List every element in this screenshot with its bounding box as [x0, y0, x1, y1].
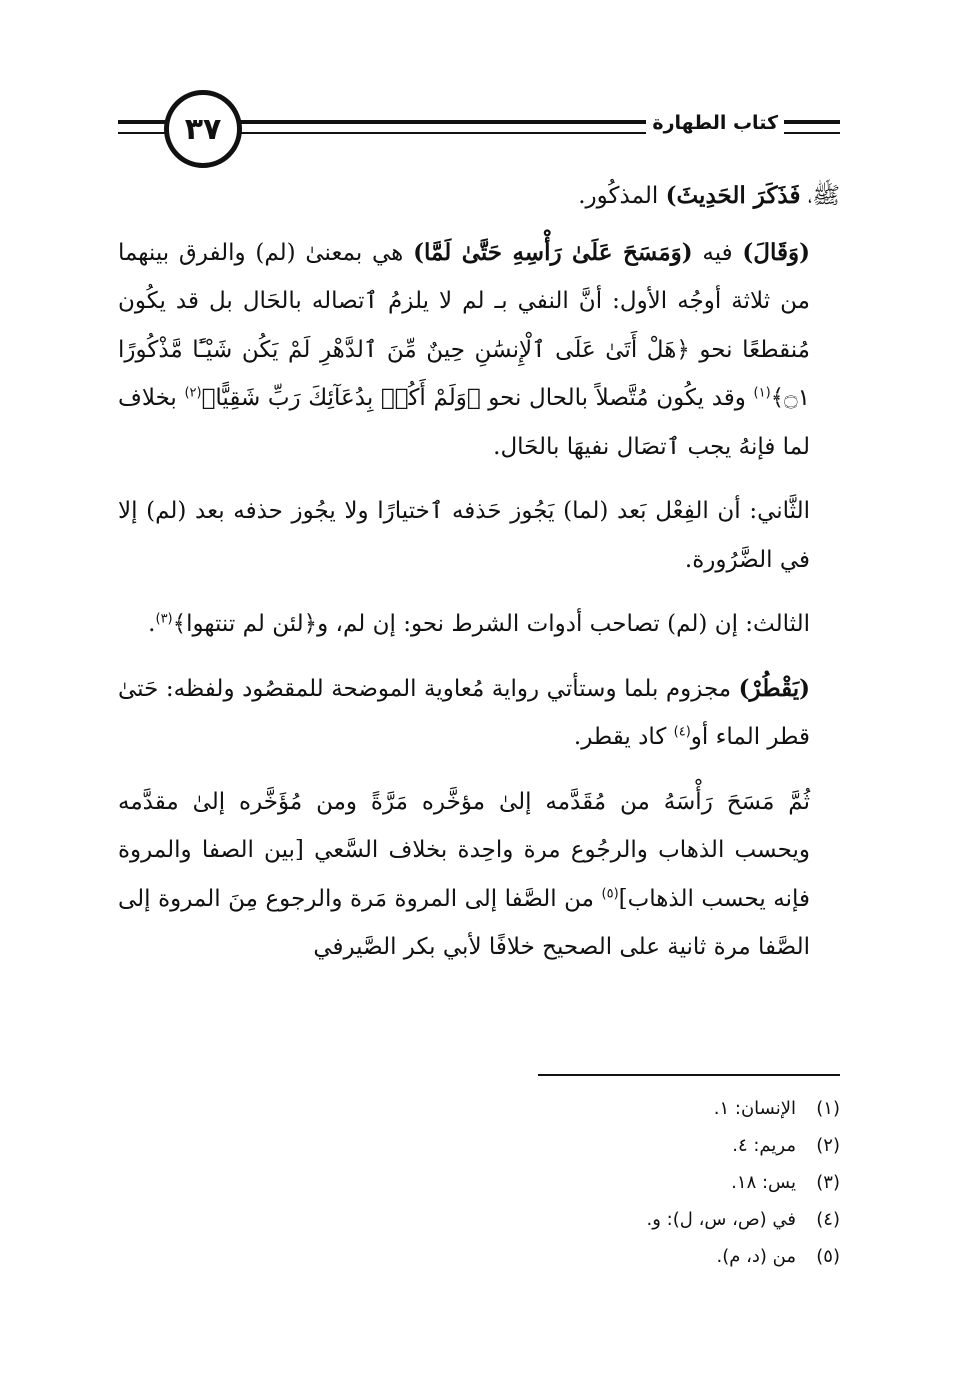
- footnote-ref-5[interactable]: (٥): [601, 885, 619, 901]
- footnote-ref-4[interactable]: (٤): [673, 724, 691, 740]
- footnote-number: (٥): [816, 1246, 840, 1267]
- paragraph-2: [118, 229, 840, 472]
- paragraph-4-text: الثالث: إن (لم) تصاحب أدوات الشرط نحو: إن لم، و: [317, 611, 810, 637]
- footnote-item: [400, 1164, 840, 1201]
- paragraph-3: الثَّاني: أن الفِعْل بَعد (لما) يَجُوز حَذفه ٱختيارًا ولا يجُوز حذفه بعد (لم) إلا في الضَّرُورة.: [118, 498, 810, 573]
- paragraph-6: [118, 778, 840, 972]
- header-rule-left-thin: [118, 132, 166, 134]
- quran-verse: ﴿هَلْ أَتَىٰ عَلَى ٱلْإِنسَٰنِ حِينٌ مِّنَ ٱلدَّهْرِ لَمْ يَكُن شَيْـًٔا مَّذْكُورًا ۝١﴾: [118, 336, 810, 411]
- footnote-text: يس: ١٨.: [731, 1172, 796, 1193]
- paragraph-2-text-b: هي بمعنىٰ (لم) والفرق بينهما من ثلاثة أوجُه الأول: أنَّ النفي بـ لم لا يلزمُ ٱتصاله بالحَال بل قد يكُون مُنقطعًا نحو: [118, 239, 811, 363]
- paragraph-4-end: .: [148, 611, 156, 637]
- paragraph-5-text-a: مجزوم بلما وستأتي رواية مُعاوية الموضحة للمقصُود ولفظه: حَتىٰ قطر الماء أو: [118, 675, 810, 750]
- footnote-item: [400, 1238, 840, 1275]
- lead-word: (وَقَالَ): [742, 238, 811, 266]
- running-title: كتاب الطهارة: [646, 112, 784, 134]
- header-rule-left-thick: [118, 120, 166, 124]
- paragraph-2-text-a: فيه: [702, 239, 733, 266]
- footnote-item: [400, 1090, 840, 1127]
- footnote-item: [400, 1127, 840, 1164]
- page-header: [118, 88, 840, 172]
- footnotes: [400, 1090, 840, 1275]
- footnote-text: في (ص، س، ل): و.: [646, 1209, 796, 1230]
- paragraph-2-text-c: وقد يكُون مُتَّصلاً بالحال نحو: [488, 385, 746, 411]
- footnote-number: (١): [816, 1098, 840, 1119]
- quran-verse: ﴿لئن لم تنتهوا﴾: [172, 611, 318, 637]
- footnote-number: (٣): [816, 1172, 840, 1193]
- footnote-ref-2[interactable]: (٢): [184, 385, 202, 401]
- footnote-text: الإنسان: ١.: [713, 1098, 796, 1119]
- footnote-number: (٢): [816, 1135, 840, 1156]
- paragraph-1-text: المذكُور.: [578, 183, 659, 209]
- paragraph-2-text-d: بخلاف لما فإنهُ يجب ٱتصَال نفيهَا بالحَال.: [118, 385, 810, 460]
- footnote-item: [400, 1201, 840, 1238]
- paragraph-6-text-a: ثُمَّ مَسَحَ رَأْسَهُ من مُقَدَّمه إلىٰ مؤخَّره مَرَّةً ومن مُؤَخَّره إلىٰ مقدَّمه ويحسب الذهاب والرجُوع مرة واحِدة بخلاف السَّعي [بين الصفا والمروة فإنه يحسب الذهاب]: [118, 788, 810, 912]
- honorific-glyph: ﷺ،: [807, 183, 840, 209]
- lead-word: (يَقْطُرْ): [738, 674, 811, 702]
- footnote-text: مريم: ٤.: [732, 1135, 796, 1156]
- paragraph-6-text-b: من الصَّفا إلى المروة مَرة والرجوع مِنَ المروة إلى الصَّفا مرة ثانية على الصحيح خلافًا لأبي بكر الصَّيرفي: [118, 885, 810, 960]
- footnote-number: (٤): [816, 1209, 840, 1230]
- footnote-ref-3[interactable]: (٣): [155, 611, 173, 627]
- footnote-text: من (د، م).: [716, 1246, 796, 1267]
- footnote-ref-1[interactable]: (١): [753, 385, 771, 401]
- paragraph-5: [118, 665, 840, 762]
- paragraph-1: [118, 172, 840, 221]
- main-text: [118, 172, 840, 988]
- hadith-quote: فَذَكَرَ الحَدِيثَ): [665, 182, 801, 209]
- paragraph-4: [118, 600, 840, 649]
- hadith-quote: (وَمَسَحَ عَلَىٰ رَأْسِهِ حَتَّىٰ لَمَّا): [413, 238, 693, 266]
- paragraph-5-text-b: كاد يقطر.: [573, 724, 667, 750]
- page-number: ٣٧: [184, 111, 222, 147]
- page-number-circle: [164, 90, 242, 168]
- quran-verse: ﴿وَلَمْ أَكُنۢ بِدُعَآئِكَ رَبِّ شَقِيًّا﴾: [201, 385, 481, 411]
- footnote-separator: [538, 1074, 840, 1076]
